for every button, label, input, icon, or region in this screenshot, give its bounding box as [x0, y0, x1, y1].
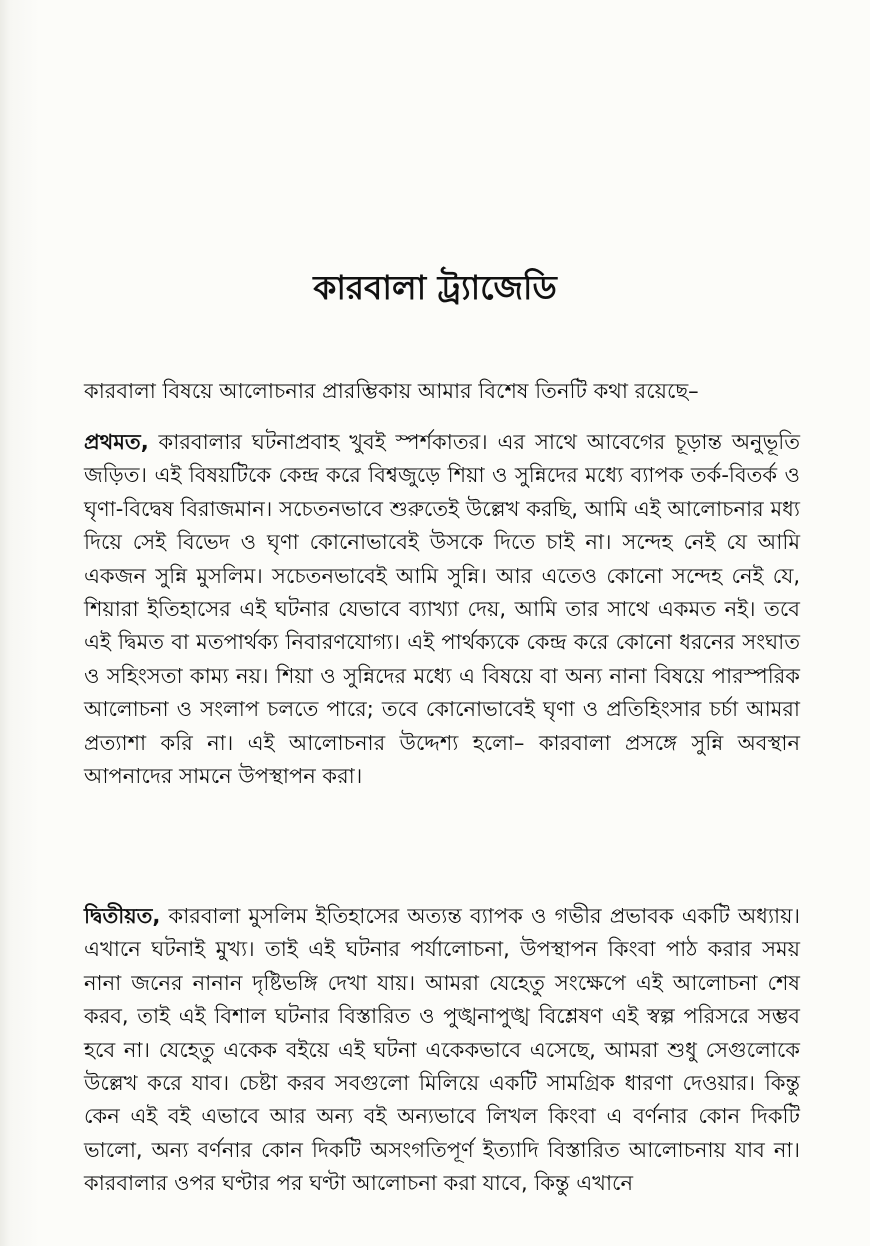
paragraph-first	[84, 426, 800, 793]
paragraph-second	[84, 900, 800, 1201]
paragraph-text-first: কারবালার ঘটনাপ্রবাহ খুবই স্পর্শকাতর। এর সাথে আবেগের চূড়ান্ত অনুভূতি জড়িত। এই বিষয়টিকে কেন্দ্র করে বিশ্বজুড়ে শিয়া ও সুন্নিদের মধ্যে ব্যাপক তর্ক-বিতর্ক ও ঘৃণা-বিদ্বেষ বিরাজমান। সচেতনভাবে শুরুতেই উল্লেখ করছি, আমি এই আলোচনার মধ্য দিয়ে সেই বিভেদ ও ঘৃণা কোনোভাবেই উসকে দিতে চাই না। সন্দেহ নেই যে আমি একজন সুন্নি মুসলিম। সচেতনভাবেই আমি সুন্নি। আর এতেও কোনো সন্দেহ নেই যে, শিয়ারা ইতিহাসের এই ঘটনার যেভাবে ব্যাখ্যা দেয়, আমি তার সাথে একমত নই। তবে এই দ্বিমত বা মতপার্থক্য নিবারণযোগ্য। এই পার্থক্যকে কেন্দ্র করে কোনো ধরনের সংঘাত ও সহিংসতা কাম্য নয়। শিয়া ও সুন্নিদের মধ্যে এ বিষয়ে বা অন্য নানা বিষয়ে পারস্পরিক আলোচনা ও সংলাপ চলতে পারে; তবে কোনোভাবেই ঘৃণা ও প্রতিহিংসার চর্চা আমরা প্রত্যাশা করি না। এই আলোচনার উদ্দেশ্য হলো– কারবালা প্রসঙ্গে সুন্নি অবস্থান আপনাদের সামনে উপস্থাপন করা।	[84, 430, 800, 789]
intro-line: কারবালা বিষয়ে আলোচনার প্রারম্ভিকায় আমার বিশেষ তিনটি কথা রয়েছে–	[84, 379, 699, 403]
chapter-title: কারবালা ট্র্যাজেডি	[313, 268, 557, 307]
paragraph-lead-first: প্রথমত,	[84, 430, 149, 454]
paragraph-lead-second: দ্বিতীয়ত,	[84, 904, 161, 928]
paragraph-text-second: কারবালা মুসলিম ইতিহাসের অত্যন্ত ব্যাপক ও গভীর প্রভাবক একটি অধ্যায়। এখানে ঘটনাই মুখ্য। তাই এই ঘটনার পর্যালোচনা, উপস্থাপন কিংবা পাঠ করার সময় নানা জনের নানান দৃষ্টিভঙ্গি দেখা যায়। আমরা যেহেতু সংক্ষেপে এই আলোচনা শেষ করব, তাই এই বিশাল ঘটনার বিস্তারিত ও পুঙ্খনাপুঙ্খ বিশ্লেষণ এই স্বল্প পরিসরে সম্ভব হবে না। যেহেতু একেক বইয়ে এই ঘটনা একেকভাবে এসেছে, আমরা শুধু সেগুলোকে উল্লেখ করে যাব। চেষ্টা করব সবগুলো মিলিয়ে একটি সামগ্রিক ধারণা দেওয়ার। কিন্তু কেন এই বই এভাবে আর অন্য বই অন্যভাবে লিখল কিংবা এ বর্ণনার কোন দিকটি ভালো, অন্য বর্ণনার কোন দিকটি অসংগতিপূর্ণ ইত্যাদি বিস্তারিত আলোচনায় যাব না। কারবালার ওপর ঘণ্টার পর ঘণ্টা আলোচনা করা যাবে, কিন্তু এখানে	[84, 904, 800, 1196]
